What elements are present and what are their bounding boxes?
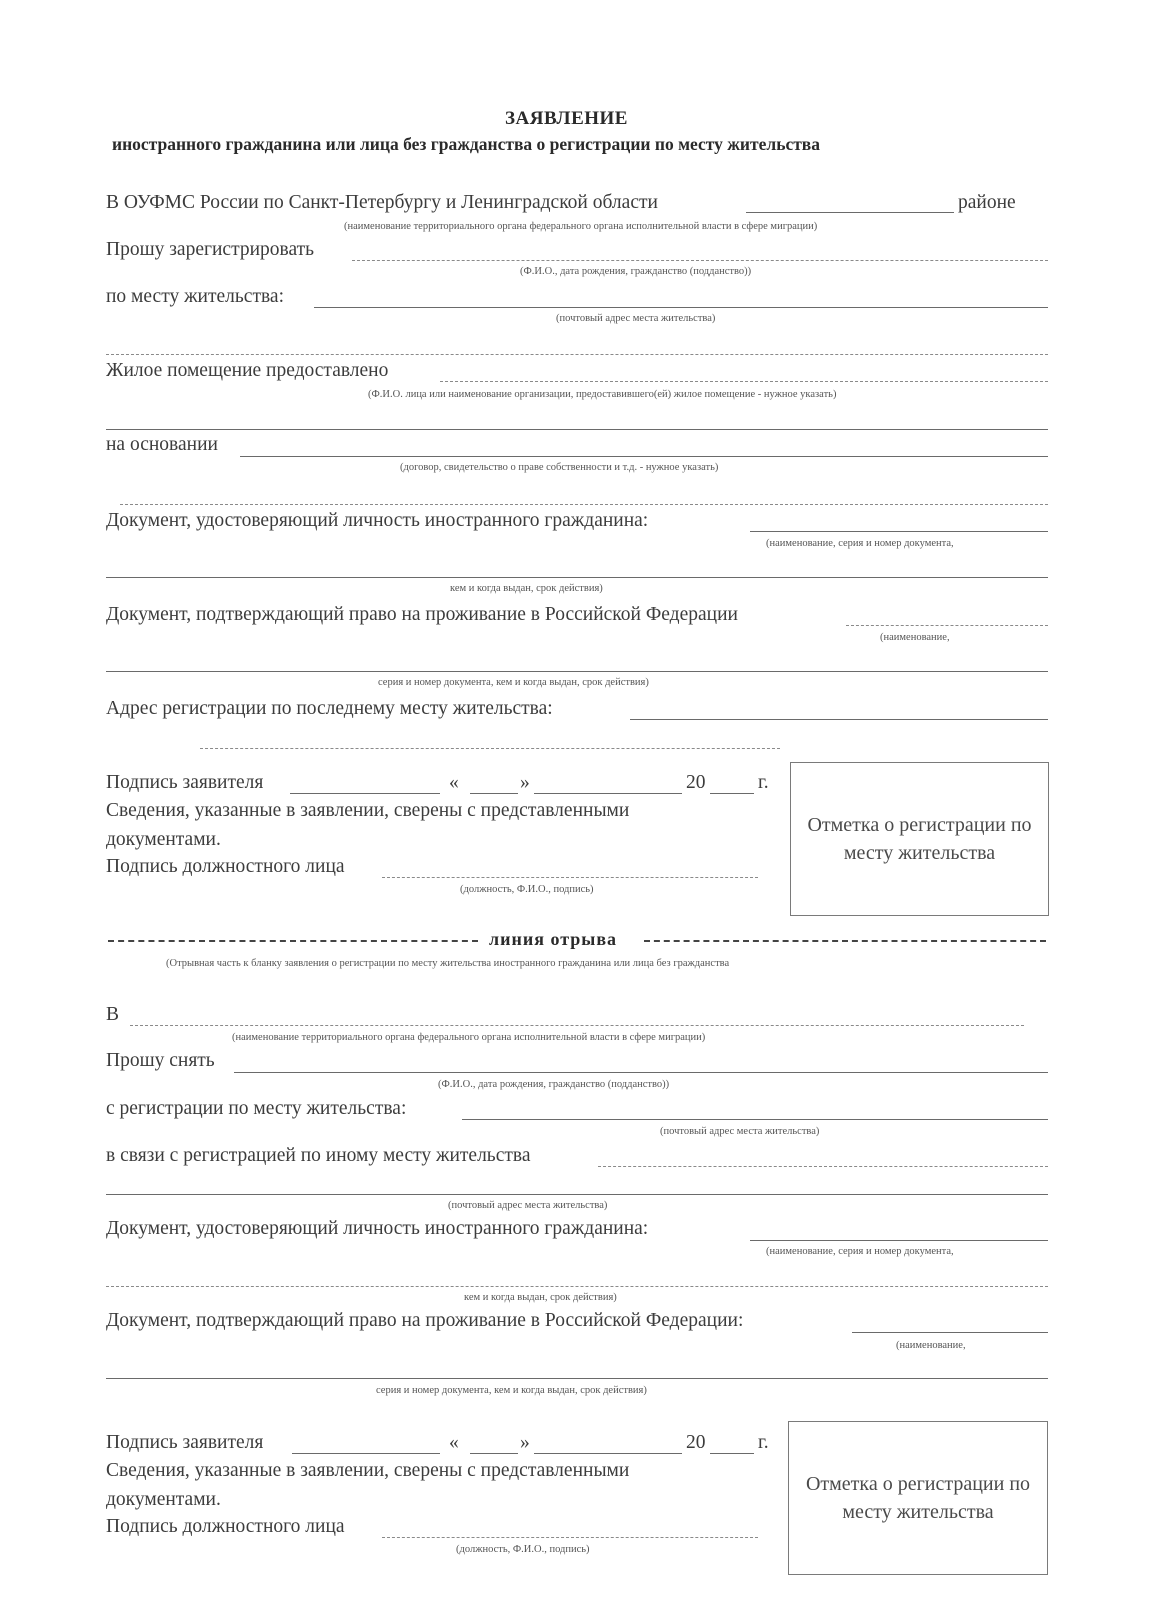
official-sign-hint-2: (должность, Ф.И.О., подпись) — [456, 1544, 590, 1555]
registration-stamp-box — [790, 762, 1049, 916]
permit-hint-4: серия и номер документа, кем и когда выдан, срок действия) — [376, 1385, 647, 1396]
id-doc-hint-2: кем и когда выдан, срок действия) — [450, 583, 603, 594]
residence-label: по месту жительства: — [106, 286, 284, 307]
permit-field-2[interactable] — [106, 671, 1048, 672]
residence-field[interactable] — [314, 307, 1048, 308]
remove-hint: (Ф.И.О., дата рождения, гражданство (подданство)) — [438, 1079, 670, 1090]
applicant-sign-field-2[interactable] — [292, 1453, 440, 1454]
prev-address-label: Адрес регистрации по последнему месту жительства: — [106, 698, 553, 719]
permit-field[interactable] — [846, 625, 1048, 626]
registration-stamp-box-2 — [788, 1421, 1048, 1575]
to-label: В — [106, 1004, 120, 1025]
date-month-field-2[interactable] — [534, 1453, 682, 1454]
date-day-field-2[interactable] — [470, 1453, 518, 1454]
register-field[interactable] — [352, 260, 1048, 261]
id-doc-label: Документ, удостоверяющий личность иностранного гражданина: — [106, 510, 649, 531]
date-year-prefix: 20 — [686, 772, 706, 793]
official-sign-field-2[interactable] — [382, 1537, 758, 1538]
reason-field[interactable] — [598, 1166, 1048, 1167]
verified-text-4: документами. — [106, 1489, 221, 1510]
basis-field-2[interactable] — [120, 504, 1048, 505]
tear-hint: (Отрывная часть к бланку заявления о регистрации по месту жительства иностранного гражданина или лица без гражданства — [166, 958, 730, 969]
housing-field-2[interactable] — [106, 429, 1048, 430]
id-doc-hint-4: кем и когда выдан, срок действия) — [464, 1292, 617, 1303]
permit-field-3[interactable] — [852, 1332, 1048, 1333]
date-quote-open: « — [449, 772, 459, 793]
to-hint: (наименование территориального органа федерального органа исполнительной власти в сфере миграции) — [232, 1032, 706, 1043]
date-year-suffix: г. — [758, 772, 769, 793]
date-year-prefix-2: 20 — [686, 1432, 706, 1453]
official-sign-field[interactable] — [382, 877, 758, 878]
date-day-field[interactable] — [470, 793, 518, 794]
date-year-field-2[interactable] — [710, 1453, 754, 1454]
id-doc-label-2: Документ, удостоверяющий личность иностранного гражданина: — [106, 1218, 649, 1239]
applicant-sign-label-2: Подпись заявителя — [106, 1432, 264, 1453]
official-sign-hint: (должность, Ф.И.О., подпись) — [460, 884, 594, 895]
residence-field-2[interactable] — [106, 354, 1048, 355]
office-district-field[interactable] — [746, 212, 954, 213]
housing-field[interactable] — [440, 381, 1048, 382]
permit-label: Документ, подтверждающий право на проживание в Российской Федерации — [106, 604, 738, 625]
residence-hint: (почтовый адрес места жительства) — [556, 313, 716, 324]
prev-address-field[interactable] — [630, 719, 1048, 720]
verified-text-2: документами. — [106, 829, 221, 850]
applicant-sign-field[interactable] — [290, 793, 440, 794]
date-year-field[interactable] — [710, 793, 754, 794]
form-subtitle: иностранного гражданина или лица без гражданства о регистрации по месту жительства — [112, 134, 821, 154]
registration-stamp-text-2: Отметка о регистрации по месту жительства — [805, 1473, 1031, 1523]
official-sign-label: Подпись должностного лица — [106, 856, 345, 877]
date-quote-close: » — [520, 772, 530, 793]
date-month-field[interactable] — [534, 793, 682, 794]
office-hint: (наименование территориального органа федерального органа исполнительной власти в сфере миграции) — [344, 221, 818, 232]
applicant-sign-label: Подпись заявителя — [106, 772, 264, 793]
verified-text-3: Сведения, указанные в заявлении, сверены с представленными — [106, 1460, 630, 1481]
dereg-hint: (почтовый адрес места жительства) — [660, 1126, 820, 1137]
reason-field-2[interactable] — [106, 1194, 1048, 1195]
tear-line-left — [108, 940, 478, 942]
official-sign-label-2: Подпись должностного лица — [106, 1516, 345, 1537]
id-doc-field-4[interactable] — [106, 1286, 1048, 1287]
permit-hint-3: (наименование, — [896, 1340, 966, 1351]
basis-hint: (договор, свидетельство о праве собственности и т.д. - нужное указать) — [400, 462, 719, 473]
date-year-suffix-2: г. — [758, 1432, 769, 1453]
permit-hint-2: серия и номер документа, кем и когда выдан, срок действия) — [378, 677, 649, 688]
id-doc-hint: (наименование, серия и номер документа, — [766, 538, 954, 549]
remove-label: Прошу снять — [106, 1050, 215, 1071]
id-doc-field-2[interactable] — [106, 577, 1048, 578]
tear-line-right — [644, 940, 1046, 942]
id-doc-hint-3: (наименование, серия и номер документа, — [766, 1246, 954, 1257]
housing-label: Жилое помещение предоставлено — [106, 360, 389, 381]
date-quote-close-2: » — [520, 1432, 530, 1453]
register-hint: (Ф.И.О., дата рождения, гражданство (подданство)) — [520, 266, 752, 277]
reason-label: в связи с регистрацией по иному месту жительства — [106, 1145, 531, 1166]
remove-field[interactable] — [234, 1072, 1048, 1073]
register-label: Прошу зарегистрировать — [106, 239, 315, 260]
date-quote-open-2: « — [449, 1432, 459, 1453]
id-doc-field[interactable] — [750, 531, 1048, 532]
form-title: ЗАЯВЛЕНИЕ — [505, 108, 628, 129]
permit-hint: (наименование, — [880, 632, 950, 643]
basis-label: на основании — [106, 434, 218, 455]
office-label: В ОУФМС России по Санкт-Петербургу и Ленинградской области — [106, 192, 658, 213]
permit-field-4[interactable] — [106, 1378, 1048, 1379]
housing-hint: (Ф.И.О. лица или наименование организации, предоставившего(ей) жилое помещение - нужное указать) — [368, 389, 837, 400]
dereg-label: с регистрации по месту жительства: — [106, 1098, 407, 1119]
office-suffix: районе — [958, 192, 1016, 213]
id-doc-field-3[interactable] — [750, 1240, 1048, 1241]
prev-address-field-2[interactable] — [200, 748, 780, 749]
registration-stamp-text: Отметка о регистрации по месту жительства — [807, 814, 1032, 864]
dereg-field[interactable] — [462, 1119, 1048, 1120]
basis-field[interactable] — [240, 456, 1048, 457]
tear-line-label: линия отрыва — [489, 929, 618, 949]
to-field[interactable] — [130, 1025, 1024, 1026]
verified-text: Сведения, указанные в заявлении, сверены с представленными — [106, 800, 630, 821]
permit-label-2: Документ, подтверждающий право на проживание в Российской Федерации: — [106, 1310, 744, 1331]
reason-hint: (почтовый адрес места жительства) — [448, 1200, 608, 1211]
